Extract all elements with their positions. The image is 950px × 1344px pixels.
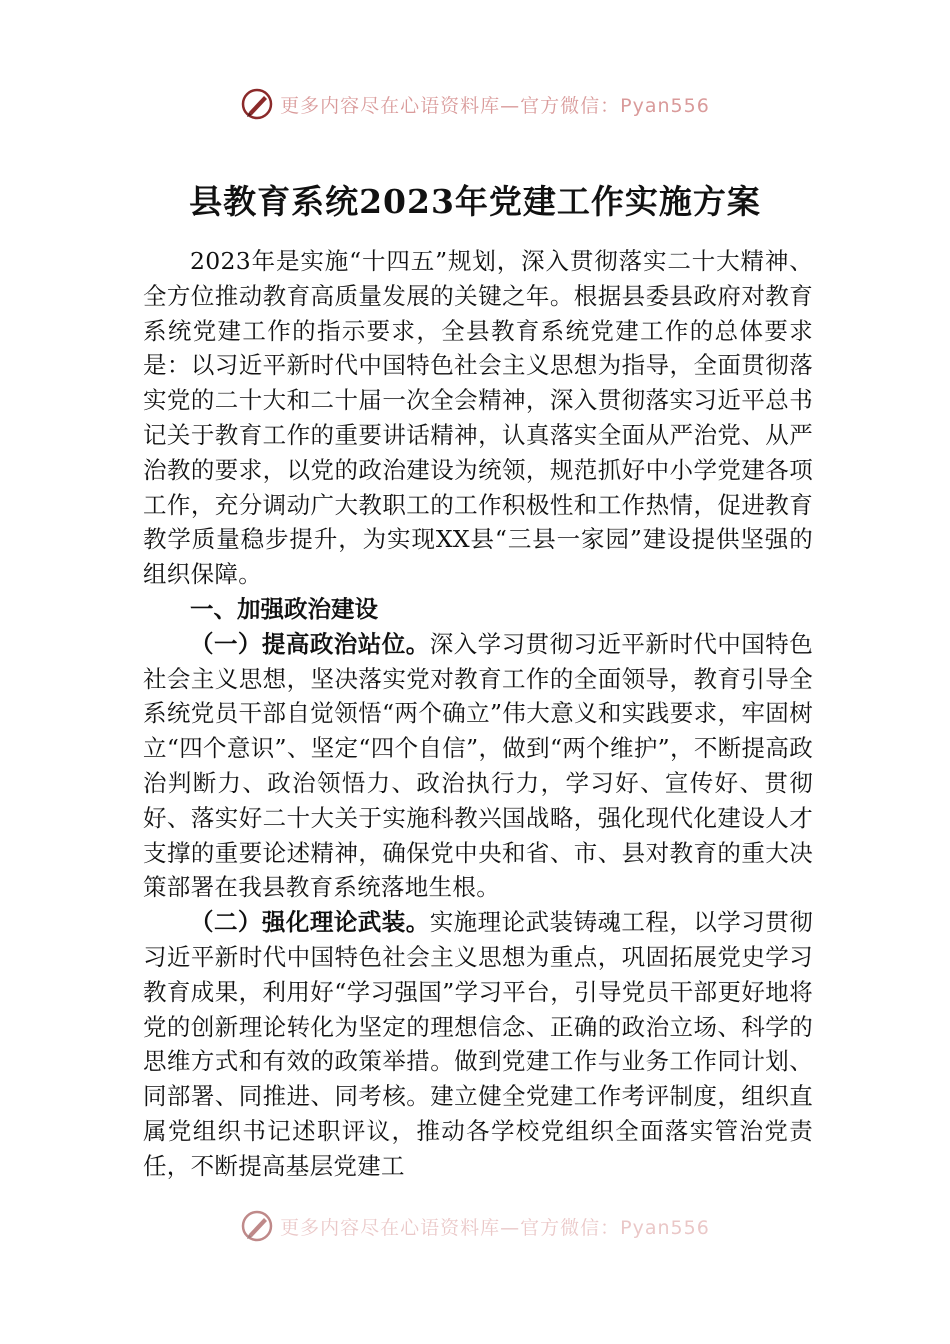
watermark-text: 更多内容尽在心语资料库—官方微信：Pyan556: [280, 1216, 710, 1239]
item-body: 实施理论武装铸魂工程，以学习贯彻习近平新时代中国特色社会主义思想为重点，巩固拓展党史学习教育成果，利用好“学习强国”学习平台，引导党员干部更好地将党的创新理论转化为坚定的理想信念、正确的政治立场、科学的思维方式和有效的政策举措。做到党建工作与业务工作同计划、同部署、同推进、同考核。建立健全党建工作考评制度，组织直属党组织书记述职评议，推动各学校党组织全面落实管治党责任，不断提高基层党建工: [143, 908, 813, 1180]
item-paragraph: [143, 905, 813, 1183]
pen-circle-icon: [240, 1209, 274, 1243]
watermark-footer: [0, 1206, 950, 1246]
pen-circle-icon: [240, 87, 274, 121]
document-title: 县教育系统2023年党建工作实施方案: [189, 182, 761, 221]
item-paragraph: [143, 627, 813, 905]
section-heading: 一、加强政治建设: [190, 594, 378, 623]
watermark-header: [0, 84, 950, 124]
item-lead: （二）强化理论武装。: [190, 908, 430, 937]
item-lead: （一）提高政治站位。: [190, 629, 430, 658]
item-body: 深入学习贯彻习近平新时代中国特色社会主义思想，坚决落实党对教育工作的全面领导，教育引导全系统党员干部自觉领悟“两个确立”伟大意义和实践要求，牢固树立“四个意识”、坚定“四个自信”，做到“两个维护”，不断提高政治判断力、政治领悟力、政治执行力，学习好、宣传好、贯彻好、落实好二十大关于实施科教兴国战略，强化现代化建设人才支撑的重要论述精神，确保党中央和省、市、县对教育的重大决策部署在我县教育系统落地生根。: [143, 629, 813, 902]
document-body: [143, 244, 813, 1216]
intro-paragraph: 2023年是实施“十四五”规划，深入贯彻落实二十大精神、全方位推动教育高质量发展的关键之年。根据县委县政府对教育系统党建工作的指示要求，全县教育系统党建工作的总体要求是：以习近平新时代中国特色社会主义思想为指导，全面贯彻落实党的二十大和二十届一次全会精神，深入贯彻落实习近平总书记关于教育工作的重要讲话精神，认真落实全面从严治党、从严治教的要求，以党的政治建设为统领，规范抓好中小学党建各项工作，充分调动广大教职工的工作积极性和工作热情，促进教育教学质量稳步提升，为实现XX县“三县一家园”建设提供坚强的组织保障。: [143, 247, 813, 589]
watermark-text: 更多内容尽在心语资料库—官方微信：Pyan556: [280, 94, 710, 117]
